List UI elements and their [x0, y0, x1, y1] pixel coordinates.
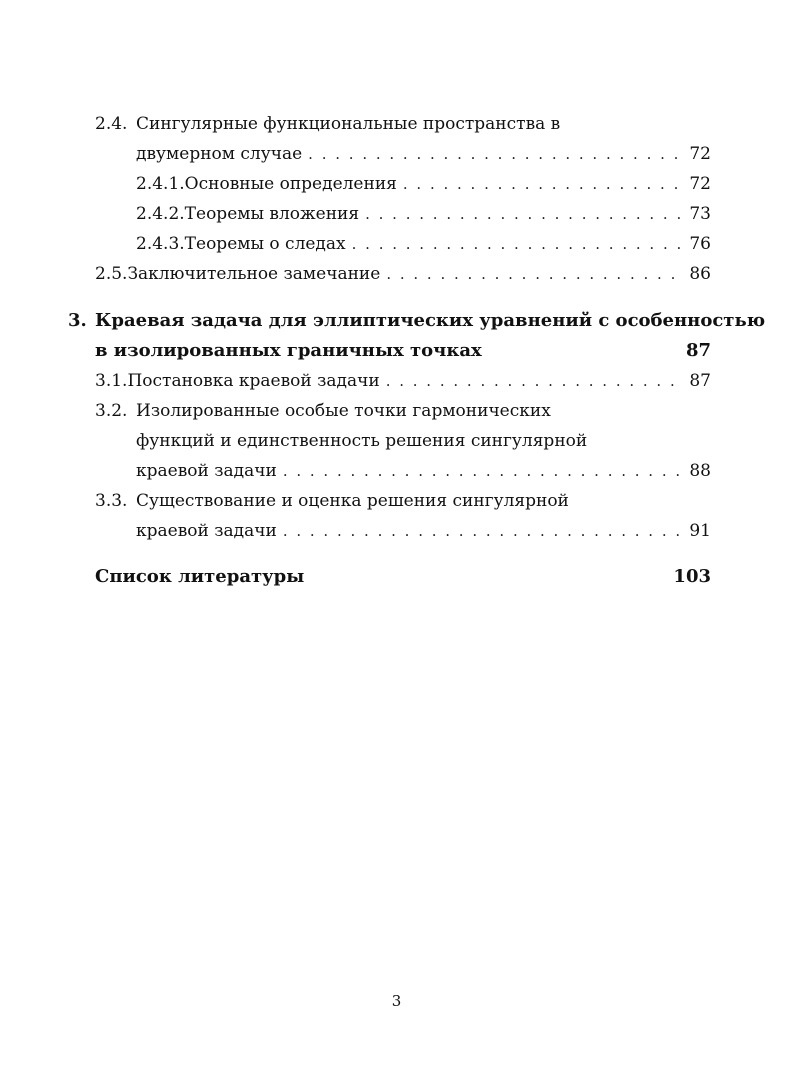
dot-leader: [386, 370, 683, 392]
subsection-number: 2.4.3.: [136, 234, 185, 254]
page-ref: 88: [689, 461, 711, 481]
bibliography-title: Список литературы: [95, 566, 305, 587]
page-ref: 72: [689, 174, 711, 194]
section-title: Изолированные особые точки гармонических: [136, 401, 551, 421]
toc-entry-bibliography[interactable]: [95, 566, 711, 588]
page-ref: 103: [673, 566, 711, 587]
chapter-number: 3.: [68, 310, 87, 331]
toc-entry-3-1[interactable]: [95, 370, 711, 392]
toc-entry-3-3-line2[interactable]: [136, 520, 711, 542]
section-number: 3.1.: [95, 371, 128, 391]
section-title: Существование и оценка решения сингулярной: [136, 491, 569, 511]
dot-leader: [283, 520, 683, 542]
toc-entry-2-4-2[interactable]: [136, 203, 711, 225]
section-title: Заключительное замечание: [127, 264, 381, 284]
section-title-cont: функций и единственность решения сингулярной: [136, 431, 588, 451]
toc-entry-2-4-line2[interactable]: [136, 143, 711, 165]
subsection-title: Основные определения: [184, 174, 397, 194]
section-title-cont: двумерном случае: [136, 144, 303, 164]
subsection-title: Теоремы вложения: [184, 204, 360, 224]
toc-entry-2-4-1[interactable]: [136, 173, 711, 195]
subsection-number: 2.4.1.: [136, 174, 185, 194]
section-title: Постановка краевой задачи: [127, 371, 380, 391]
chapter-title-cont: в изолированных граничных точках: [95, 340, 482, 361]
dot-leader: [352, 233, 683, 255]
subsection-title: Теоремы о следах: [184, 234, 346, 254]
toc-entry-2-4-3[interactable]: [136, 233, 711, 255]
chapter-title: Краевая задача для эллиптических уравнений с особенностью: [95, 310, 766, 331]
section-title-cont: краевой задачи: [136, 461, 277, 481]
section-number: 3.2.: [95, 401, 128, 421]
section-number: 2.5.: [95, 264, 128, 284]
dot-leader: [403, 173, 683, 195]
toc-entry-3-2-line2: [136, 430, 587, 452]
dot-leader: [386, 263, 683, 285]
subsection-number: 2.4.2.: [136, 204, 185, 224]
page-ref: 86: [689, 264, 711, 284]
page-number: 3: [391, 992, 402, 1010]
dot-leader: [365, 203, 683, 225]
page-ref: 87: [685, 340, 711, 361]
section-number: 2.4.: [95, 114, 128, 134]
toc-entry-3-2-line3[interactable]: [136, 460, 711, 482]
section-title-cont: краевой задачи: [136, 521, 277, 541]
section-title: Сингулярные функциональные пространства в: [136, 114, 561, 134]
chapter-3-line2[interactable]: [95, 340, 711, 362]
toc-entry-2-5[interactable]: [95, 263, 711, 285]
toc-entry-3-3-line1: [95, 490, 569, 512]
dot-leader: [283, 460, 683, 482]
dot-leader: [308, 143, 683, 165]
page-ref: 73: [689, 204, 711, 224]
section-number: 3.3.: [95, 491, 128, 511]
page-ref: 87: [689, 371, 711, 391]
toc-entry-2-4-line1: [95, 113, 560, 135]
toc-entry-3-2-line1: [95, 400, 551, 422]
chapter-3-line1: [68, 310, 765, 332]
page-ref: 72: [689, 144, 711, 164]
page-ref: 91: [689, 521, 711, 541]
page-ref: 76: [689, 234, 711, 254]
